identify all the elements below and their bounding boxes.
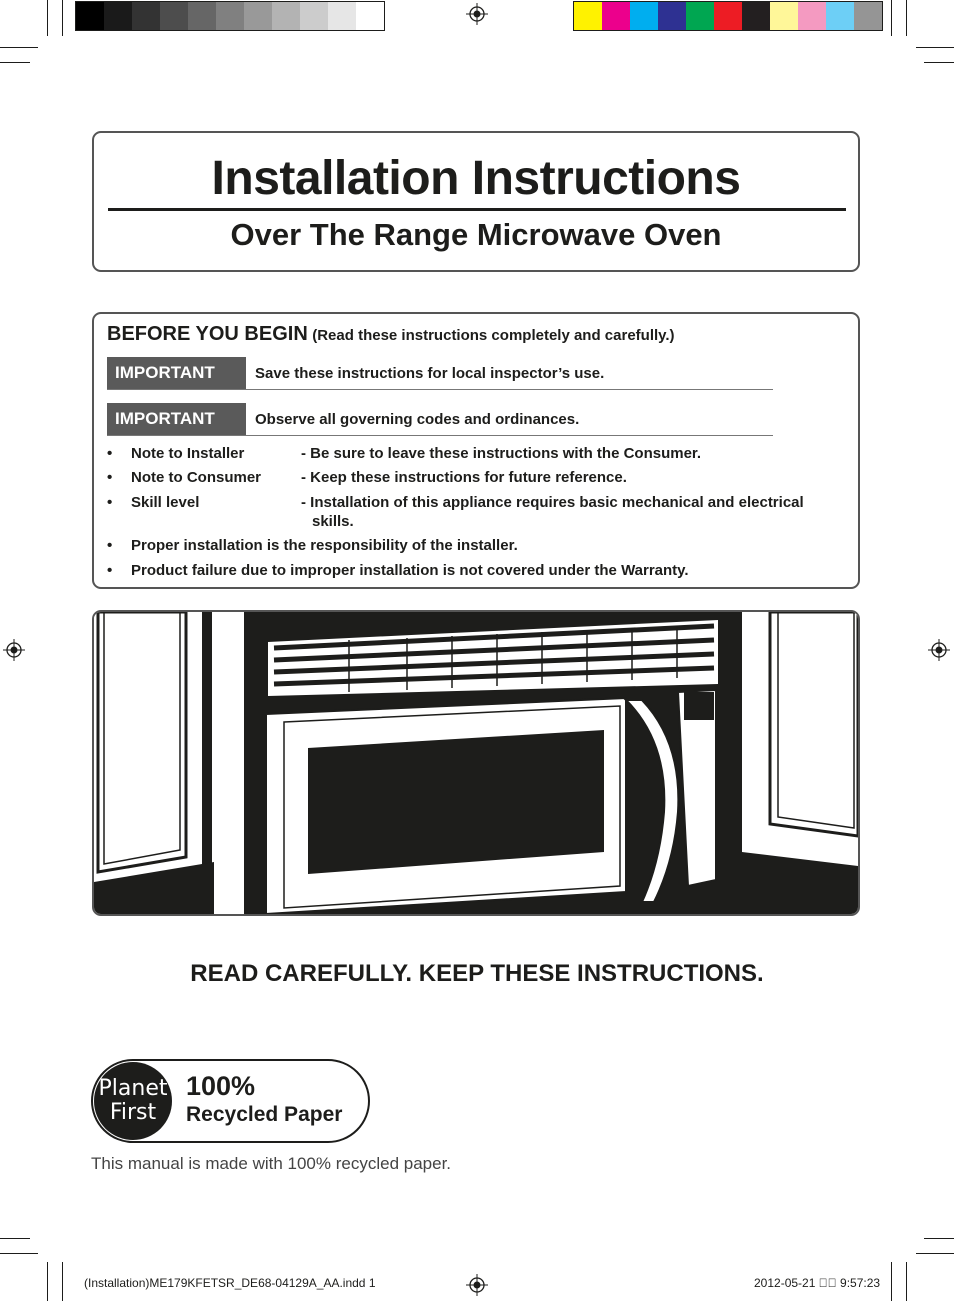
microwave-illustration-box bbox=[92, 610, 860, 916]
registration-mark-icon bbox=[466, 1274, 488, 1296]
color-swatch bbox=[854, 2, 882, 30]
crop-mark bbox=[0, 62, 30, 63]
crop-mark bbox=[62, 0, 63, 36]
important-tag: IMPORTANT bbox=[107, 403, 246, 435]
important-row bbox=[107, 357, 773, 390]
crop-mark bbox=[47, 0, 48, 36]
color-swatch bbox=[770, 2, 798, 30]
crop-mark bbox=[47, 1262, 48, 1301]
color-swatch bbox=[658, 2, 686, 30]
crop-mark bbox=[891, 0, 892, 36]
page-subtitle: Over The Range Microwave Oven bbox=[230, 217, 722, 252]
planet-first-badge bbox=[91, 1059, 370, 1143]
color-swatch bbox=[160, 2, 188, 30]
color-swatch bbox=[574, 2, 602, 30]
title-divider bbox=[108, 208, 846, 211]
registration-mark-icon bbox=[3, 639, 25, 661]
crop-mark bbox=[924, 62, 954, 63]
important-tag: IMPORTANT bbox=[107, 357, 246, 389]
note-item bbox=[107, 468, 847, 488]
read-carefully-notice: READ CAREFULLY. KEEP THESE INSTRUCTIONS. bbox=[190, 960, 764, 987]
color-swatch bbox=[686, 2, 714, 30]
note-item bbox=[107, 444, 847, 464]
color-swatch bbox=[798, 2, 826, 30]
before-you-begin-box bbox=[92, 312, 860, 589]
crop-mark bbox=[916, 47, 954, 48]
page-title: Installation Instructions bbox=[211, 152, 741, 205]
color-swatch bbox=[714, 2, 742, 30]
color-swatch bbox=[188, 2, 216, 30]
color-swatch bbox=[132, 2, 160, 30]
bullet-item bbox=[107, 536, 847, 556]
note-label: Note to Installer bbox=[131, 445, 245, 462]
crop-mark bbox=[906, 1262, 907, 1301]
footer-timestamp: 2012-05-21 ￿￿ 9:57:23 bbox=[754, 1276, 881, 1290]
color-swatch bbox=[272, 2, 300, 30]
footer-filename: (Installation)ME179KFETSR_DE68-04129A_AA.indd 1 bbox=[84, 1276, 376, 1290]
title-box bbox=[92, 131, 860, 272]
bullet-icon: • bbox=[107, 469, 113, 486]
registration-mark-icon bbox=[466, 3, 488, 25]
bullet-icon: • bbox=[107, 562, 113, 579]
planet-first-logo bbox=[94, 1062, 172, 1140]
recycled-percent: 100% bbox=[186, 1071, 256, 1101]
bullet-icon: • bbox=[107, 537, 113, 554]
note-description: - Installation of this appliance requires basic mechanical and electrical skills. bbox=[301, 494, 804, 530]
bullet-item bbox=[107, 561, 847, 581]
color-swatch bbox=[76, 2, 104, 30]
note-description: - Keep these instructions for future reference. bbox=[301, 469, 627, 486]
crop-mark bbox=[0, 47, 38, 48]
crop-mark bbox=[906, 0, 907, 36]
color-swatch bbox=[300, 2, 328, 30]
color-swatch bbox=[104, 2, 132, 30]
note-item bbox=[107, 493, 847, 533]
bullet-text: Proper installation is the responsibility of the installer. bbox=[131, 537, 518, 554]
crop-mark bbox=[916, 1253, 954, 1254]
crop-mark bbox=[62, 1262, 63, 1301]
color-swatch bbox=[602, 2, 630, 30]
color-swatch bbox=[630, 2, 658, 30]
important-row bbox=[107, 403, 773, 436]
color-swatch bbox=[742, 2, 770, 30]
bullet-icon: • bbox=[107, 445, 113, 462]
important-text: Observe all governing codes and ordinances. bbox=[255, 411, 580, 428]
process-color-bar bbox=[573, 1, 883, 31]
crop-mark bbox=[924, 1238, 954, 1239]
grayscale-color-bar bbox=[75, 1, 385, 31]
bullet-text: Product failure due to improper installation is not covered under the Warranty. bbox=[131, 562, 689, 579]
bullet-icon: • bbox=[107, 494, 113, 511]
note-label: Note to Consumer bbox=[131, 469, 262, 486]
color-swatch bbox=[356, 2, 384, 30]
crop-mark bbox=[891, 1262, 892, 1301]
color-swatch bbox=[826, 2, 854, 30]
recycled-paper-note: This manual is made with 100% recycled paper. bbox=[91, 1154, 452, 1173]
section-heading: BEFORE YOU BEGIN bbox=[107, 323, 308, 345]
recycled-label: Recycled Paper bbox=[186, 1103, 343, 1126]
crop-mark bbox=[0, 1253, 38, 1254]
color-swatch bbox=[328, 2, 356, 30]
logo-line: Planet bbox=[98, 1076, 168, 1101]
important-text: Save these instructions for local inspector’s use. bbox=[255, 365, 605, 382]
logo-line: First bbox=[109, 1100, 157, 1125]
color-swatch bbox=[244, 2, 272, 30]
color-swatch bbox=[216, 2, 244, 30]
microwave-oven-illustration bbox=[94, 612, 858, 914]
note-description: - Be sure to leave these instructions with the Consumer. bbox=[301, 445, 702, 462]
registration-mark-icon bbox=[928, 639, 950, 661]
crop-mark bbox=[0, 1238, 30, 1239]
section-heading-note: (Read these instructions completely and carefully.) bbox=[312, 327, 675, 344]
before-you-begin-heading bbox=[107, 323, 675, 346]
note-label: Skill level bbox=[131, 494, 200, 511]
